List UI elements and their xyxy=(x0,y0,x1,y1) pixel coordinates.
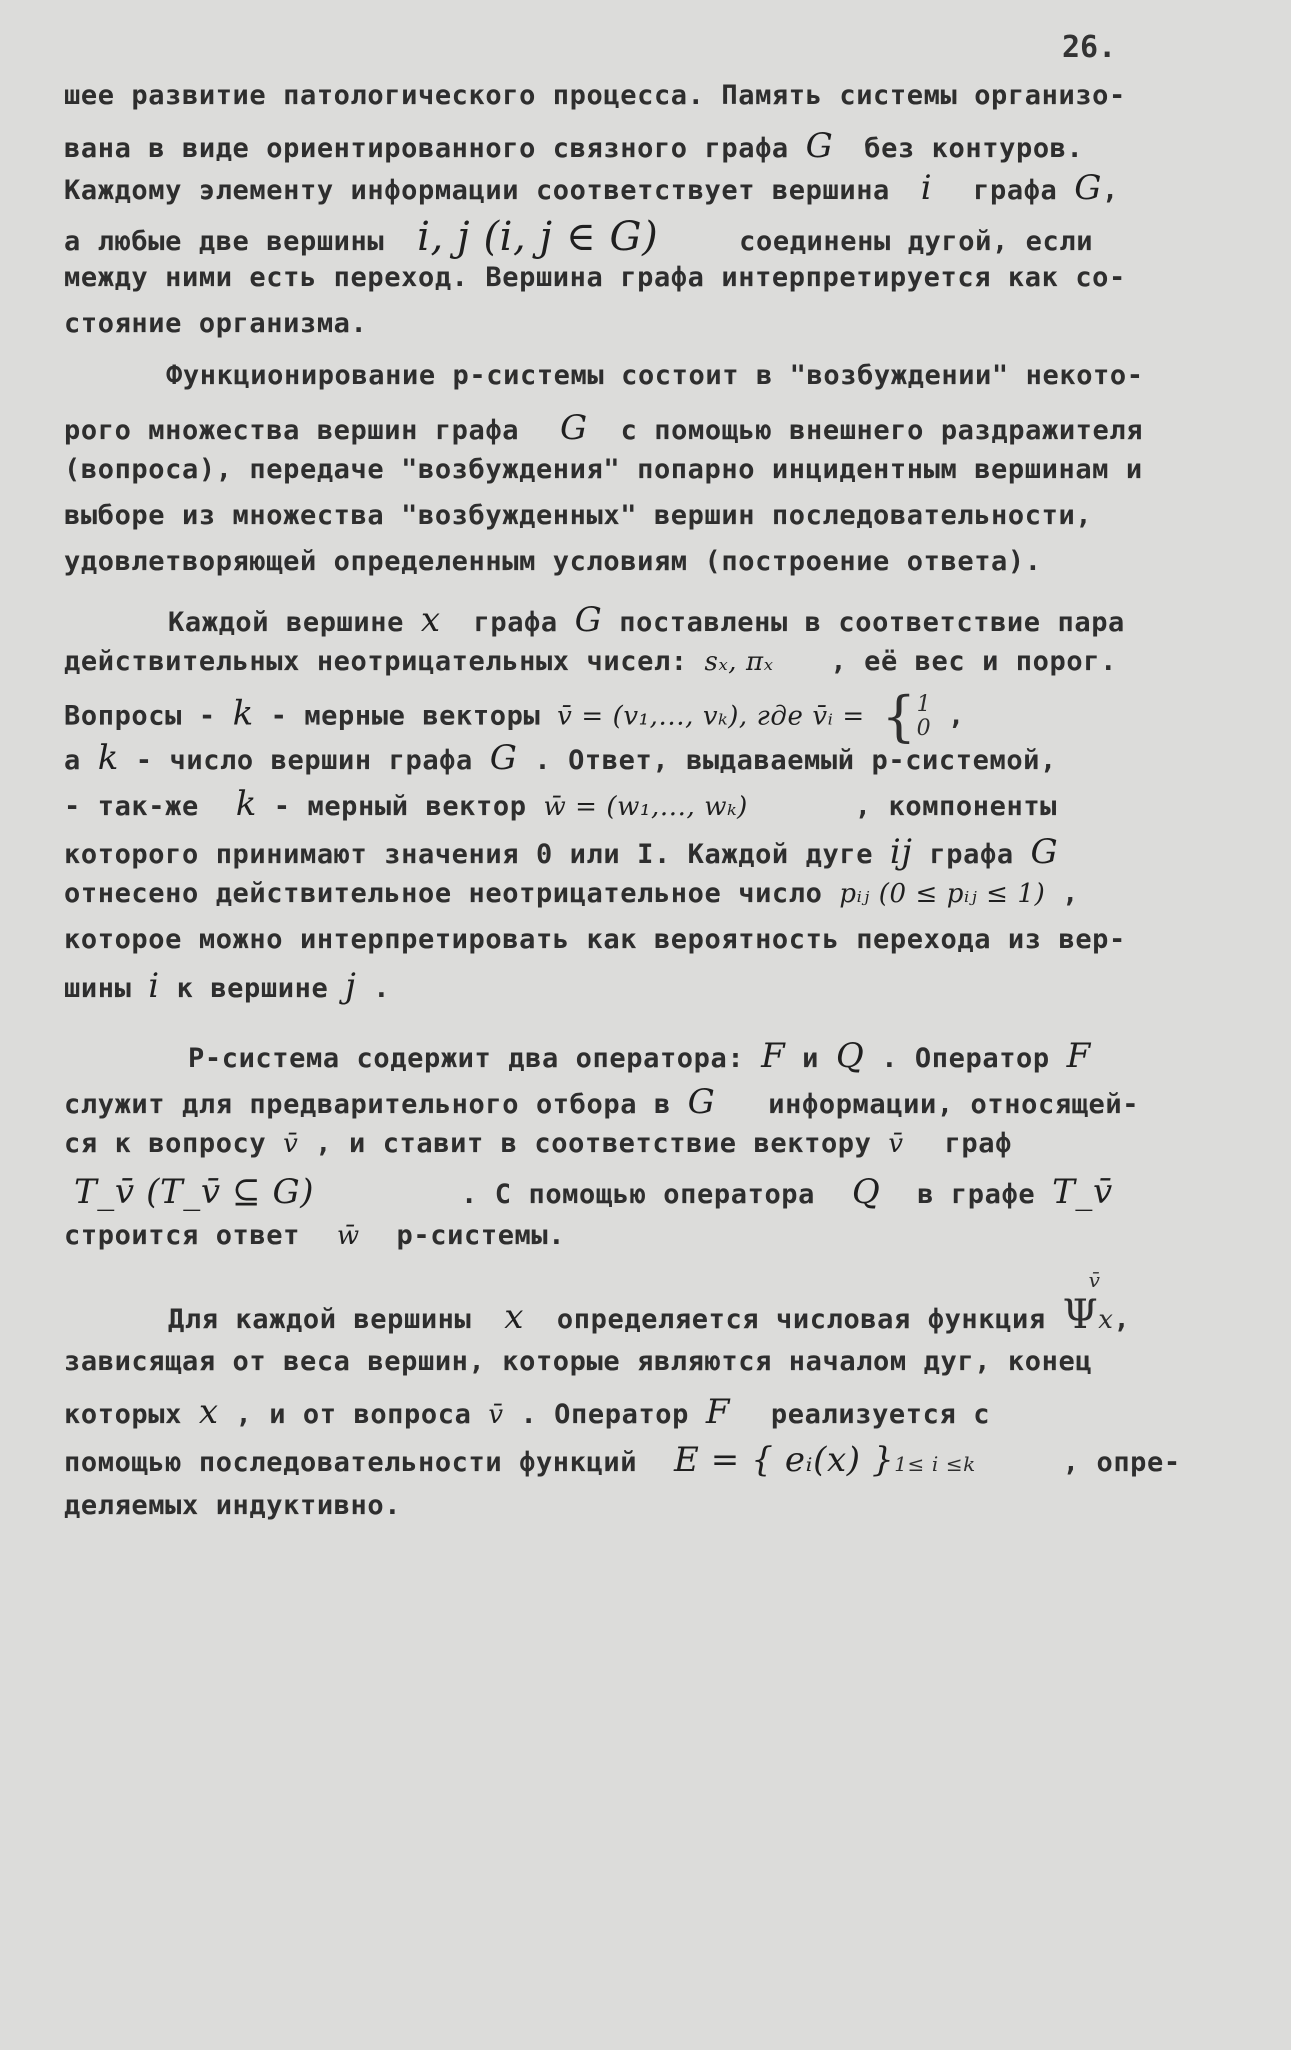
math-symbol: k xyxy=(232,693,254,734)
math-symbol: x xyxy=(198,1392,219,1432)
math-symbol: G xyxy=(1074,168,1103,208)
text-line: вана в виде ориентированного связного графа G без контуров. xyxy=(64,126,1084,166)
math-symbol: v̄ xyxy=(888,1129,904,1159)
text-line: которое можно интерпретировать как вероятность перехода из вер- xyxy=(64,924,1126,955)
math-expression: pᵢⱼ (0 ≤ pᵢⱼ ≤ 1) xyxy=(839,879,1046,909)
index-range: 1≤ i ≤k xyxy=(894,1452,976,1476)
math-expression: sₓ, πₓ xyxy=(704,647,774,677)
text-line: - так-же k - мерный вектор w̄ = (w₁,..., wₖ) , компоненты xyxy=(64,784,1058,824)
text-line: Функционирование р-системы состоит в "возбуждении" некото- xyxy=(166,360,1144,391)
math-expression: E = { eᵢ(x) } xyxy=(673,1440,895,1480)
math-symbol: x xyxy=(504,1297,525,1337)
math-symbol: F xyxy=(761,1036,786,1076)
text-line: деляемых индуктивно. xyxy=(64,1490,402,1521)
math-symbol: i xyxy=(148,966,160,1006)
text-line: стояние организма. xyxy=(64,308,368,339)
text-line: шины i к вершине j . xyxy=(64,966,391,1006)
text-line: шее развитие патологического процесса. Память системы организо- xyxy=(64,80,1126,111)
text-line: служит для предварительного отбора в G информации, относящей- xyxy=(64,1082,1140,1122)
page-number: 26. xyxy=(1062,30,1117,65)
math-expression: i, j (i, j ∈ G) xyxy=(417,214,659,260)
text-line: а любые две вершины i, j (i, j ∈ G) соединены дугой, если xyxy=(64,214,1094,260)
text-line: между ними есть переход. Вершина графа интерпретируется как со- xyxy=(64,262,1126,293)
math-symbol: j xyxy=(345,966,357,1006)
text-line: действительных неотрицательных чисел: sₓ, πₓ , её вес и порог. xyxy=(64,646,1117,677)
math-symbol: ij xyxy=(889,832,913,872)
math-symbol: G xyxy=(805,126,834,166)
text-line: Р-система содержит два оператора: F и Q . Оператор F xyxy=(188,1036,1091,1076)
text-line: помощью последовательности функций E = { eᵢ(x) }1≤ i ≤k , опре- xyxy=(64,1440,1181,1480)
text-line: Каждой вершине x графа G поставлены в соответствие пара xyxy=(168,600,1125,640)
math-symbol: G xyxy=(559,408,588,448)
math-symbol: w̄ xyxy=(336,1221,360,1251)
text-line: строится ответ w̄ р-системы. xyxy=(64,1220,566,1251)
math-symbol: v̄ xyxy=(488,1400,504,1430)
math-expression: v̄ᵢ = xyxy=(812,701,865,732)
math-symbol: G xyxy=(489,738,518,778)
math-expression: w̄ = (w₁,..., wₖ) xyxy=(543,792,748,822)
psi-function: Ψ v̄ x xyxy=(1062,1268,1114,1338)
text-line: T_v̄ (T_v̄ ⊆ G) . С помощью оператора Q в графе T_v̄ xyxy=(74,1172,1113,1212)
math-expression: где xyxy=(747,701,813,732)
text-line: а k - число вершин графа G . Ответ, выдаваемый р-системой, xyxy=(64,738,1057,778)
text-line: рого множества вершин графа G с помощью внешнего раздражителя xyxy=(64,408,1144,448)
text-line: Каждому элементу информации соответствует вершина i графа G, xyxy=(64,168,1119,208)
math-symbol: i xyxy=(920,168,933,208)
math-symbol: G xyxy=(1030,832,1059,872)
math-symbol: Q xyxy=(851,1172,881,1212)
text-line: зависящая от веса вершин, которые являются началом дуг, конец xyxy=(64,1346,1093,1377)
text-line: (вопроса), передаче "возбуждения" попарно инцидентным вершинам и xyxy=(64,454,1143,485)
math-symbol: G xyxy=(574,600,603,640)
math-symbol: F xyxy=(1066,1036,1091,1076)
math-symbol: T_v̄ xyxy=(1052,1172,1113,1212)
brace-icon: { xyxy=(881,685,917,748)
text-line: Вопросы - k - мерные векторы v̄ = (v₁,..., vₖ), где v̄ᵢ = {1 0 , xyxy=(64,685,965,748)
math-expression: v̄ = (v₁,..., vₖ), xyxy=(557,701,748,732)
text-line: которых x , и от вопроса v̄ . Оператор F реализуется с xyxy=(64,1392,991,1432)
math-expression: T_v̄ (T_v̄ ⊆ G) xyxy=(74,1172,315,1212)
text-line: выборе из множества "возбужденных" вершин последовательности, xyxy=(64,500,1093,531)
math-symbol: k xyxy=(97,738,119,778)
math-symbol: F xyxy=(705,1392,731,1432)
math-symbol: x xyxy=(420,600,441,640)
text-line: которого принимают значения 0 или I. Каждой дуге ij графа G xyxy=(64,832,1059,872)
text-line: отнесено действительное неотрицательное число pᵢⱼ (0 ≤ pᵢⱼ ≤ 1) , xyxy=(64,878,1080,909)
math-symbol: G xyxy=(687,1082,716,1122)
value-stack: 1 0 xyxy=(916,692,932,741)
text-line: ся к вопросу v̄ , и ставит в соответствие вектору v̄ граф xyxy=(64,1128,1012,1159)
text-line: Для каждой вершины x определяется числовая функция Ψ v̄ x, xyxy=(168,1268,1131,1338)
math-symbol: k xyxy=(235,784,257,824)
math-symbol: v̄ xyxy=(283,1129,299,1159)
text-line: удовлетворяющей определенным условиям (построение ответа). xyxy=(64,546,1042,577)
math-symbol: Q xyxy=(835,1036,865,1076)
